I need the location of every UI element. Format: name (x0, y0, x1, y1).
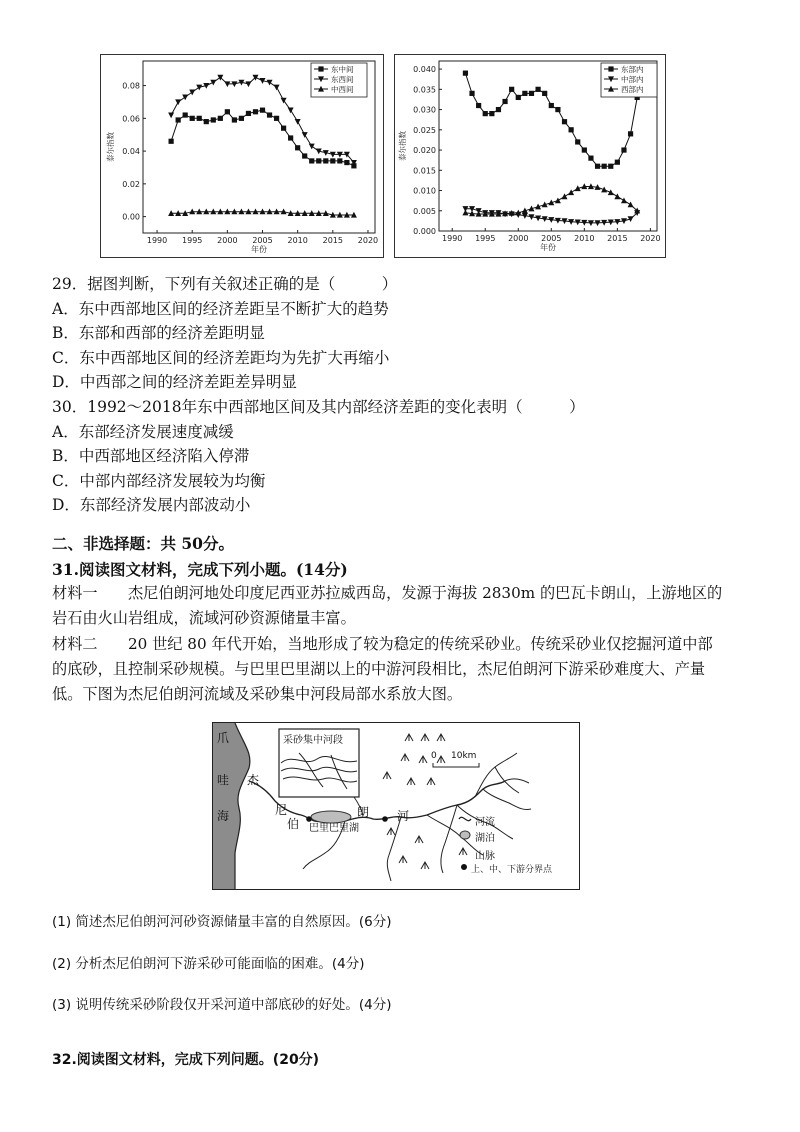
q31-heading: 31.阅读图文材料，完成下列小题。(14分) (52, 560, 348, 579)
chart2-series-0-point-5 (496, 107, 501, 112)
chart1-xtick-label-0: 1990 (146, 236, 168, 245)
chart2-series-2-point-14 (555, 197, 561, 203)
q29-stem: 29．据图判断，下列有关叙述正确的是（ ） (52, 275, 398, 293)
chart2-series-0-point-1 (469, 91, 474, 96)
boundary-point-2 (382, 816, 388, 822)
chart1-ytick-label-4: 0.08 (122, 81, 140, 91)
chart1-series-0-point-10 (239, 116, 244, 121)
chart2-xtick-label-4: 2010 (574, 234, 595, 243)
material-1-line2: 岩石由火山岩组成，流域河砂资源储量丰富。 (52, 609, 356, 627)
chart2-ylabel: 泰尔指数 (398, 131, 407, 161)
chart2-series-0-point-12 (542, 91, 547, 96)
scale-label: 10km (451, 751, 477, 761)
chart2-xtick-label-1: 1995 (475, 234, 496, 243)
chart1-xtick-label-1: 1995 (182, 236, 203, 245)
chart1-series-1-point-17 (288, 108, 294, 114)
legend-lake-label: 湖泊 (475, 833, 495, 844)
q31-sub-1: (1) 简述杰尼伯朗河河砂资源储量丰富的自然原因。(6分) (52, 914, 392, 930)
lake-label: 巴里巴里湖 (309, 823, 359, 834)
legend-mountain-symbol (459, 848, 467, 855)
chart1-xtick-label-4: 2010 (287, 236, 308, 245)
chart1-series-0-point-1 (176, 117, 181, 122)
chart1-series-0-point-11 (246, 111, 251, 116)
chart1-series-0-point-9 (232, 117, 237, 122)
chart2-xlabel: 年份 (540, 243, 556, 252)
chart-interregional-svg (101, 55, 383, 257)
chart1-series-0-point-15 (274, 116, 279, 121)
chart2-xtick-label-0: 1990 (442, 234, 463, 243)
chart2-legend-label-1: 中部内 (621, 75, 644, 84)
chart2-ytick-label-2: 0.010 (413, 186, 436, 196)
chart2-series-0-point-13 (549, 103, 554, 108)
material-2-line2: 的底砂，且控制采砂规模。与巴里巴里湖以上的中游河段相比，杰尼伯朗河下游采砂难度大、产量 (52, 660, 706, 678)
chart1-series-0-point-8 (225, 109, 230, 114)
chart1-series-0-point-25 (344, 160, 349, 165)
chart2-xtick-label-6: 2020 (640, 234, 661, 243)
chart1-series-1-point-1 (175, 99, 181, 105)
chart2-series-0-point-21 (602, 164, 607, 169)
chart1-ytick-label-0: 0.00 (122, 212, 140, 222)
legend-boundary-label: 上、中、下游分界点 (471, 865, 553, 875)
chart2-ytick-label-1: 0.005 (413, 206, 436, 216)
chart2-legend-marker-0 (608, 66, 613, 71)
chart1-series-1-point-15 (274, 85, 280, 91)
chart2-series-2-point-15 (562, 193, 568, 199)
chart1-series-0-point-20 (309, 158, 314, 163)
chart1-series-0-point-22 (323, 158, 328, 163)
chart2-series-0-point-16 (569, 127, 574, 132)
chart1-series-2-points (168, 209, 357, 218)
chart2-series-1-points (462, 206, 640, 226)
chart2-series-0-point-24 (621, 147, 626, 152)
chart2-series-0-point-18 (582, 147, 587, 152)
chart2-ytick-label-5: 0.025 (413, 125, 436, 135)
chart2-series-2-point-16 (568, 189, 574, 195)
chart1-series-1-point-3 (189, 90, 195, 96)
chart1-series-1-point-19 (302, 132, 308, 138)
chart2-series-0-point-3 (483, 111, 488, 116)
section-heading: 二、非选择题：共 50分。 (52, 534, 234, 553)
q32-heading: 32.阅读图文材料，完成下列问题。(20分) (52, 1052, 320, 1068)
chart1-series-0-point-4 (197, 116, 202, 121)
chart1-series-0-point-2 (183, 112, 188, 117)
chart1-series-1-point-4 (196, 85, 202, 91)
q31-sub-2: (2) 分析杰尼伯朗河下游采砂可能面临的困难。(4分) (52, 956, 365, 972)
chart2-series-0-point-6 (502, 99, 507, 104)
chart1-series-0-point-24 (337, 158, 342, 163)
inset-title: 采砂集中河段 (283, 735, 343, 746)
chart2-ytick-label-3: 0.015 (413, 166, 436, 176)
chart1-series-1-point-6 (210, 80, 216, 86)
chart1-ytick-label-2: 0.04 (122, 147, 140, 157)
chart1-series-0-point-0 (169, 139, 174, 144)
chart1-series-0-points (169, 108, 357, 169)
chart1-series-0-point-6 (211, 117, 216, 122)
chart1-legend-label-0: 东中间 (331, 65, 354, 74)
sea-label-3: 海 (217, 809, 230, 823)
chart2-series-2-point-0 (462, 210, 468, 216)
chart2-series-0-point-15 (562, 119, 567, 124)
q29-option-b[interactable]: B．东部和西部的经济差距明显 (52, 324, 265, 342)
chart2-legend-label-0: 东部内 (621, 65, 644, 74)
river-char-5: 河 (397, 809, 410, 823)
chart2-series-0-point-14 (555, 107, 560, 112)
chart2-series-0-point-25 (628, 131, 633, 136)
q30-option-a[interactable]: A．东部经济发展速度减缓 (52, 423, 234, 441)
chart1-series-1-point-0 (168, 112, 174, 118)
chart1-legend-marker-0 (318, 66, 323, 71)
chart1-xtick-label-3: 2005 (252, 236, 273, 245)
chart1-series-0-point-13 (260, 108, 265, 113)
chart1-series-0-point-19 (302, 153, 307, 158)
chart2-series-2-point-25 (628, 201, 634, 207)
chart2-ytick-label-7: 0.035 (413, 85, 436, 95)
chart2-ytick-label-0: 0.000 (413, 227, 436, 236)
chart2-ytick-label-6: 0.030 (413, 105, 436, 115)
material-2-line1: 材料二 20 世纪 80 年代开始，当地形成了较为稳定的传统采砂业。传统采砂业仅挖掘河道中部 (52, 635, 713, 653)
chart1-series-1-point-14 (267, 80, 273, 86)
q30-option-c[interactable]: C．中部内部经济发展较为均衡 (52, 472, 266, 490)
legend-river-label: 河流 (475, 817, 495, 828)
chart2-xtick-label-5: 2015 (607, 234, 628, 243)
chart2-series-0-point-17 (575, 139, 580, 144)
chart1-series-0-point-18 (295, 145, 300, 150)
legend-boundary-symbol (461, 864, 467, 870)
q31-sub-3: (3) 说明传统采砂阶段仅开采河道中部底砂的好处。(4分) (52, 997, 392, 1013)
q29-option-a[interactable]: A．东中西部地区间的经济差距呈不断扩大的趋势 (52, 300, 389, 318)
chart2-series-0-point-9 (522, 91, 527, 96)
chart1-series-1-point-11 (245, 81, 251, 87)
chart2-series-0-point-10 (529, 91, 534, 96)
sea-label-2: 哇 (217, 773, 230, 787)
river-map (212, 722, 580, 890)
chart1-series-0-point-23 (330, 158, 335, 163)
river-char-4: 朗 (357, 805, 370, 819)
chart1-xlabel: 年份 (251, 245, 267, 254)
chart2-legend-label-2: 西部内 (621, 85, 644, 94)
river-char-3: 伯 (287, 817, 300, 831)
chart1-ylabel: 泰尔指数 (106, 132, 115, 162)
chart-interregional (100, 54, 384, 258)
chart2-series-0-point-20 (595, 164, 600, 169)
chart2-series-0-point-0 (463, 71, 468, 76)
chart1-series-0-point-5 (204, 119, 209, 124)
chart1-series-1-point-2 (182, 94, 188, 100)
chart2-ytick-label-8: 0.040 (413, 65, 436, 75)
river-char-1: 杰 (247, 773, 260, 787)
river-char-2: 尼 (275, 803, 288, 817)
chart1-series-0-point-17 (288, 135, 293, 140)
chart1-xtick-label-5: 2015 (322, 236, 343, 245)
chart1-legend-label-1: 东西间 (331, 75, 354, 84)
chart1-series-1-point-18 (295, 119, 301, 125)
chart1-series-0-point-21 (316, 158, 321, 163)
chart2-xtick-label-2: 2000 (508, 234, 529, 243)
chart2-series-0-point-11 (535, 87, 540, 92)
chart2-series-2-point-23 (614, 193, 620, 199)
chart1-ytick-label-3: 0.06 (122, 114, 140, 124)
chart2-series-0-point-7 (509, 87, 514, 92)
chart2-series-0-point-22 (608, 164, 613, 169)
chart1-xtick-label-6: 2020 (357, 236, 379, 245)
chart-intraregional-svg (395, 55, 665, 257)
legend-river-symbol (459, 817, 471, 820)
q30-stem: 30．1992～2018年东中西部地区间及其内部经济差距的变化表明（ ） (52, 398, 585, 416)
legend-lake-symbol (460, 831, 470, 839)
chart1-series-0-point-7 (218, 116, 223, 121)
q30-option-d[interactable]: D．东部经济发展内部波动小 (52, 496, 251, 514)
chart1-legend-label-2: 中西间 (331, 85, 354, 94)
chart1-series-0-point-14 (267, 112, 272, 117)
chart2-series-0-point-8 (516, 95, 521, 100)
q30-option-b[interactable]: B．中西部地区经济陷入停滞 (52, 447, 250, 465)
chart2-ytick-label-4: 0.020 (413, 146, 436, 156)
chart1-series-1-point-20 (309, 144, 315, 150)
chart1-series-0-point-16 (281, 126, 286, 131)
scale-bar (433, 763, 479, 767)
chart2-series-2-points (462, 183, 640, 216)
chart2-series-0-point-19 (588, 156, 593, 161)
material-1-line1: 材料一 杰尼伯朗河地处印度尼西亚苏拉威西岛，发源于海拔 2830m 的巴瓦卡朗山，上游地区的 (52, 584, 723, 602)
chart1-ytick-label-1: 0.02 (122, 179, 140, 189)
chart2-xtick-label-3: 2005 (541, 234, 562, 243)
q29-option-c[interactable]: C．东中西部地区间的经济差距均为先扩大再缩小 (52, 349, 390, 367)
sea-label-1: 爪 (217, 731, 230, 745)
chart-intraregional (394, 54, 666, 258)
chart2-series-0-point-4 (489, 111, 494, 116)
chart1-series-0-point-3 (190, 116, 195, 121)
chart2-series-0-point-2 (476, 103, 481, 108)
q29-option-d[interactable]: D．中西部之间的经济差距差异明显 (52, 373, 297, 391)
legend-mountain-label: 山脉 (475, 851, 495, 862)
chart2-series-2-point-22 (608, 189, 614, 195)
chart2-series-2-point-24 (621, 197, 627, 203)
chart1-series-0-point-12 (253, 109, 258, 114)
chart2-series-0-point-23 (615, 160, 620, 165)
material-2-line3: 低。下图为杰尼伯朗河流域及采砂集中河段局部水系放大图。 (52, 685, 463, 703)
scale-zero: 0 (431, 751, 437, 761)
chart1-xtick-label-2: 2000 (217, 236, 238, 245)
